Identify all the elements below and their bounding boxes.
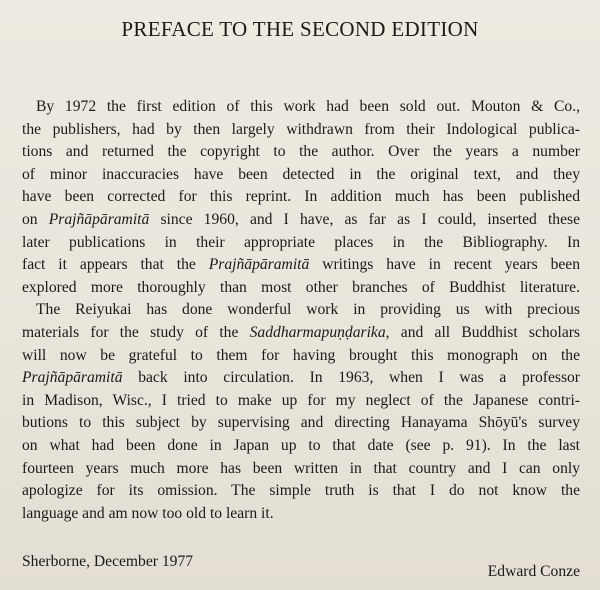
text-line: the publishers, had by then largely withdrawn from their Indological publica-: [22, 120, 580, 138]
text-line: fact it appears that the Prajñāpāramitā writings have in recent years been: [22, 256, 581, 274]
text-line: butions to this subject by supervising and directing Hanayama Shōyū's survey: [22, 414, 580, 432]
text-line: Prajñāpāramitā back into circulation. In 1963, when I was a professor: [22, 369, 580, 387]
author-signature: Edward Conze: [487, 563, 580, 580]
text-line: in Madison, Wisc., I tried to make up for my neglect of the Japanese contri-: [22, 391, 580, 409]
text-line: The Reiyukai has done wonderful work in providing us with precious: [36, 301, 580, 319]
text-line: materials for the study of the Saddharmapuṇḍarika, and all Buddhist scholars: [22, 323, 580, 341]
preface-body: [22, 96, 580, 525]
text-line: tions and returned the copyright to the author. Over the years a number: [22, 143, 580, 161]
text-line: on what had been done in Japan up to that date (see p. 91). In the last: [22, 436, 580, 454]
text-line: apologize for its omission. The simple truth is that I do not know the: [22, 482, 580, 500]
page-title: PREFACE TO THE SECOND EDITION: [121, 17, 479, 41]
text-line: have been corrected for this reprint. In addition much has been published: [22, 188, 580, 206]
place-date: Sherborne, December 1977: [22, 553, 194, 570]
text-line: By 1972 the first edition of this work had been sold out. Mouton & Co.,: [36, 98, 580, 115]
text-line: of minor inaccuracies have been detected in the original text, and they: [22, 165, 580, 183]
text-line: explored more thoroughly than most other branches of Buddhist literature.: [22, 278, 580, 296]
text-line: later publications in their appropriate places in the Bibliography. In: [22, 233, 580, 251]
text-line: fourteen years much more has been written in that country and I can only: [22, 459, 580, 477]
text-line: on Prajñāpāramitā since 1960, and I have, as far as I could, inserted these: [22, 210, 581, 228]
text-line: will now be grateful to them for having brought this monograph on the: [22, 346, 580, 364]
text-line: language and am now too old to learn it.: [22, 504, 274, 522]
